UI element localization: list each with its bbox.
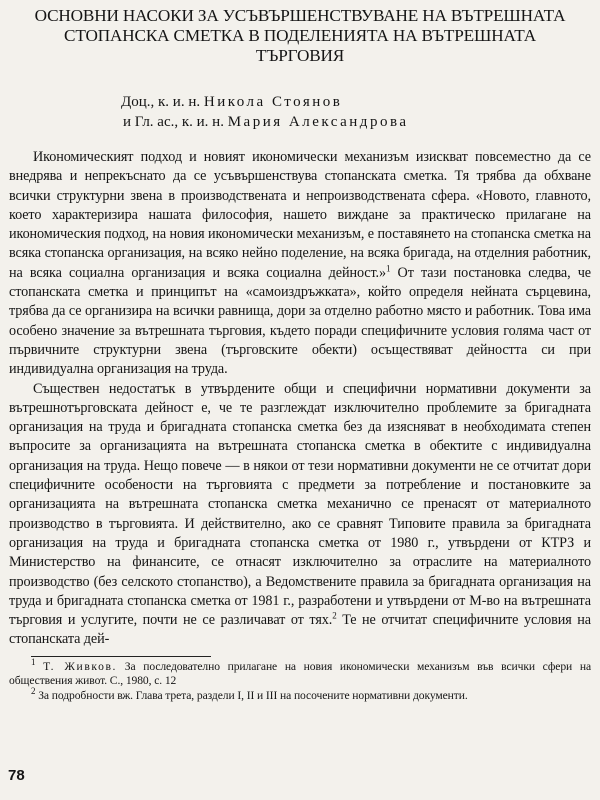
title-line-3: ТЪРГОВИЯ (255, 46, 345, 65)
article-title (9, 6, 591, 66)
author-1-prefix: Доц., к. и. н. (121, 94, 201, 110)
paragraph-2-tail: Те не отчитат специфичните условия на стопанската дей- (9, 612, 591, 648)
author-block (121, 92, 591, 132)
paragraph-2-text: Съществен недостатък в утвърдените общи и специфични нормативни документи за вътрешнотърговската дейност е, че те разглеждат изключително проблемите за бригадната организация на труда и бригадната стопанска сметка без да изясняват в необходимата степен въпросите за организацията на вътрешната стопанска сметка в обектите с индивидуална организация на труда. Нещо повече — в някои от тези нормативни документи не се отчитат дори специфичните особености на търговията с предмети за потребление и постановките за организацията на вътрешната стопанска сметка механично се пренасят от материалното производство в търговията. И действително, ако се сравнят Типовите правила за бригадната организация на труда и бригадната стопанска сметка от 1980 г., утвърдени от КТРЗ и Министерство на финансите, се отнасят изключително за отраслите на материалното производство (без селското стопанство), а Ведомствените правила за бригадната организация на труда и бригадната стопанска сметка от 1981 г., разработени и утвърдени от М-во на вътрешната търговия и услугите, почти не се различават от тях. (9, 380, 591, 629)
footnote-2-mark: 2 (31, 685, 36, 696)
paragraph (9, 148, 591, 380)
author-1 (121, 92, 591, 112)
page-number: 78 (8, 767, 25, 784)
footnote-ref-2[interactable]: 2 (332, 610, 337, 621)
footnote-2-text: За подробности вж. Глава трета, раздели I, II и III на посочените нормативни документи. (35, 688, 468, 702)
footnote-1 (9, 656, 591, 689)
footnote-divider (31, 656, 211, 657)
title-line-1: ОСНОВНИ НАСОКИ ЗА УСЪВЪРШЕНСТВУВАНЕ НА ВЪТРЕШНАТА (34, 6, 566, 25)
footnotes (9, 656, 591, 704)
title-line-2: СТОПАНСКА СМЕТКА В ПОДЕЛЕНИЯТА НА ВЪТРЕШНАТА (64, 26, 536, 45)
footnote-ref-1[interactable]: 1 (385, 263, 391, 274)
paragraph (9, 380, 591, 650)
footnote-2 (9, 685, 591, 704)
footnote-1-text: За последователно прилагане на новия икономически механизъм във всички сфери на обществения живот. С., 1980, с. 12 (9, 659, 591, 688)
paragraph-1-tail: От тази постановка следва, че стопанската сметка и принципът на «самоиздръжката», който определя нейната сърцевина, трябва да се организира на всички равнища, дори за отделно работно място и работник. Това има особено значение за вътрешната търговия, където поради специфичните условия голяма част от първичните структурни звена (търговските обекти) осъществяват дейността си при индивидуална организация на труда. (9, 264, 591, 378)
paragraph-1-text: Икономическият подход и новият икономически механизъм изискват повсеместно да се внедрява и непрекъснато да се усъвършенствува стопанската сметка. Тя трябва да обхване всички структурни звена в производствената и непроизводствената сфера. «Новото, главното, което характеризира нашата философия, нашето виждане за практическо прилагане на икономическия подход, на новия икономически механизъм, е поставянето на стопанска сметка на всяка стопанска организация, на всяко нейно поделение, на всяка бригада, на отделния работник, на всяка социална организация и всяка социална дейност.» (9, 149, 591, 281)
author-2-name: Мария Александрова (227, 114, 409, 130)
author-1-name: Никола Стоянов (203, 94, 343, 110)
footnote-1-author: Т. Живков. (43, 659, 118, 673)
author-2-prefix: и Гл. ас., к. и. н. (123, 114, 224, 130)
article-body (9, 148, 591, 650)
author-2 (121, 112, 591, 132)
footnote-1-mark: 1 (31, 656, 36, 667)
